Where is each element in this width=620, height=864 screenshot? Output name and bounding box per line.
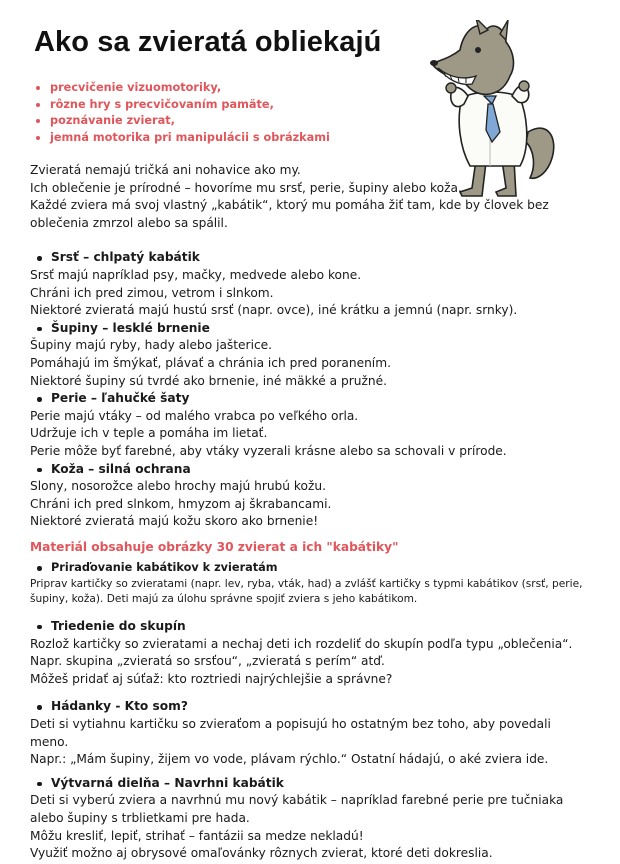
activity-line: Rozlož kartičky so zvieratami a nechaj deti ich rozdeliť do skupín podľa typu „oblečenia“. — [30, 636, 573, 651]
activity-line: Môžeš pridať aj súťaž: kto roztriedi najrýchlejšie a správne? — [30, 671, 393, 686]
goal-item: precvičenie vizuomotoriky, — [34, 80, 330, 97]
intro-line: oblečenia zmrzol alebo sa spálil. — [30, 215, 228, 230]
intro-line: Každé zviera má svoj vlastný „kabátik“, ktorý mu pomáha žiť tam, kde by človek bez — [30, 198, 549, 213]
goal-item: rôzne hry s precvičovaním pamäte, — [34, 97, 330, 114]
section-line: Šupiny majú ryby, hady alebo jašterice. — [30, 338, 273, 353]
section-line: Srsť majú napríklad psy, mačky, medvede alebo kone. — [30, 267, 362, 282]
section-line: Niektoré šupiny sú tvrdé ako brnenie, iné mäkké a pružné. — [30, 373, 387, 388]
section-line: Perie majú vtáky – od malého vrabca po veľkého orla. — [30, 408, 359, 423]
activity-line: Využiť možno aj obrysové omaľovánky rôznych zvierat, ktoré deti dokreslia. — [30, 846, 493, 861]
activity-line: Môžu kresliť, lepiť, strihať – fantázii sa medze nekladú! — [30, 828, 364, 843]
section-line: Niektoré zvieratá majú hustú srsť (napr. ovce), iné krátku a jemnú (napr. srnky). — [30, 303, 518, 318]
activity-line: Napr.: „Mám šupiny, žijem vo vode, plávam rýchlo.“ Ostatní hádajú, o aké zviera ide. — [30, 752, 549, 767]
goal-item: poznávanie zvierat, — [34, 113, 330, 130]
section-heading-supiny: Šupiny – lesklé brnenie — [30, 320, 590, 338]
section-heading-srst: Srsť – chlpatý kabátik — [30, 249, 590, 267]
intro-line: Ich oblečenie je prírodné – hovoríme mu srsť, perie, šupiny alebo koža. — [30, 180, 462, 195]
activity-heading-vytvarna-dielna: Výtvarná dielňa – Navrhni kabátik — [30, 775, 590, 793]
activity-heading-priradovanie: Priraďovanie kabátikov k zvieratám — [30, 560, 590, 577]
section-line: Pomáhajú im šmýkať, plávať a chránia ich pred poranením. — [30, 355, 391, 370]
activity-line: šupiny, koža). Deti majú za úlohu správne spojiť zviera s jeho kabátikom. — [30, 593, 418, 606]
activity-line: meno. — [30, 734, 69, 749]
section-heading-perie: Perie – ľahučké šaty — [30, 390, 590, 408]
goals-list — [34, 80, 330, 146]
activity-line: Priprav kartičky so zvieratami (napr. lev, ryba, vták, had) a zvlášť kartičky s typmi kabátikov (srsť, perie, — [30, 577, 583, 590]
goal-item: jemná motorika pri manipulácii s obrázkami — [34, 130, 330, 147]
page-title: Ako sa zvieratá obliekajú — [34, 26, 382, 58]
activity-line: alebo šupiny s trblietkami pre hada. — [30, 810, 250, 825]
activity-line: Napr. skupina „zvieratá so srsťou“, „zvieratá s perím“ atď. — [30, 654, 385, 669]
material-note: Materiál obsahuje obrázky 30 zvierat a ich "kabátiky" — [30, 539, 399, 554]
section-line: Niektoré zvieratá majú kožu skoro ako brnenie! — [30, 514, 319, 529]
section-line: Perie môže byť farebné, aby vtáky vyzerali krásne alebo sa schovali v prírode. — [30, 443, 507, 458]
activity-heading-triedenie: Triedenie do skupín — [30, 618, 590, 636]
section-heading-koza: Koža – silná ochrana — [30, 461, 590, 479]
intro-line: Zvieratá nemajú tričká ani nohavice ako my. — [30, 163, 301, 177]
section-line: Slony, nosorožce alebo hrochy majú hrubú kožu. — [30, 479, 326, 494]
activity-line: Deti si vyberú zviera a navrhnú mu nový kabátik – napríklad farebné perie pre tučniaka — [30, 793, 564, 808]
activity-line: Deti si vytiahnu kartičku so zvieraťom a popisujú ho ostatným bez toho, aby povedali — [30, 716, 551, 731]
section-line: Udržuje ich v teple a pomáha im lietať. — [30, 426, 268, 441]
section-line: Chráni ich pred zimou, vetrom i slnkom. — [30, 285, 274, 300]
activity-heading-hadanky: Hádanky - Kto som? — [30, 698, 590, 716]
section-line: Chráni ich pred slnkom, hmyzom aj škrabancami. — [30, 496, 332, 511]
content-area — [30, 162, 590, 863]
